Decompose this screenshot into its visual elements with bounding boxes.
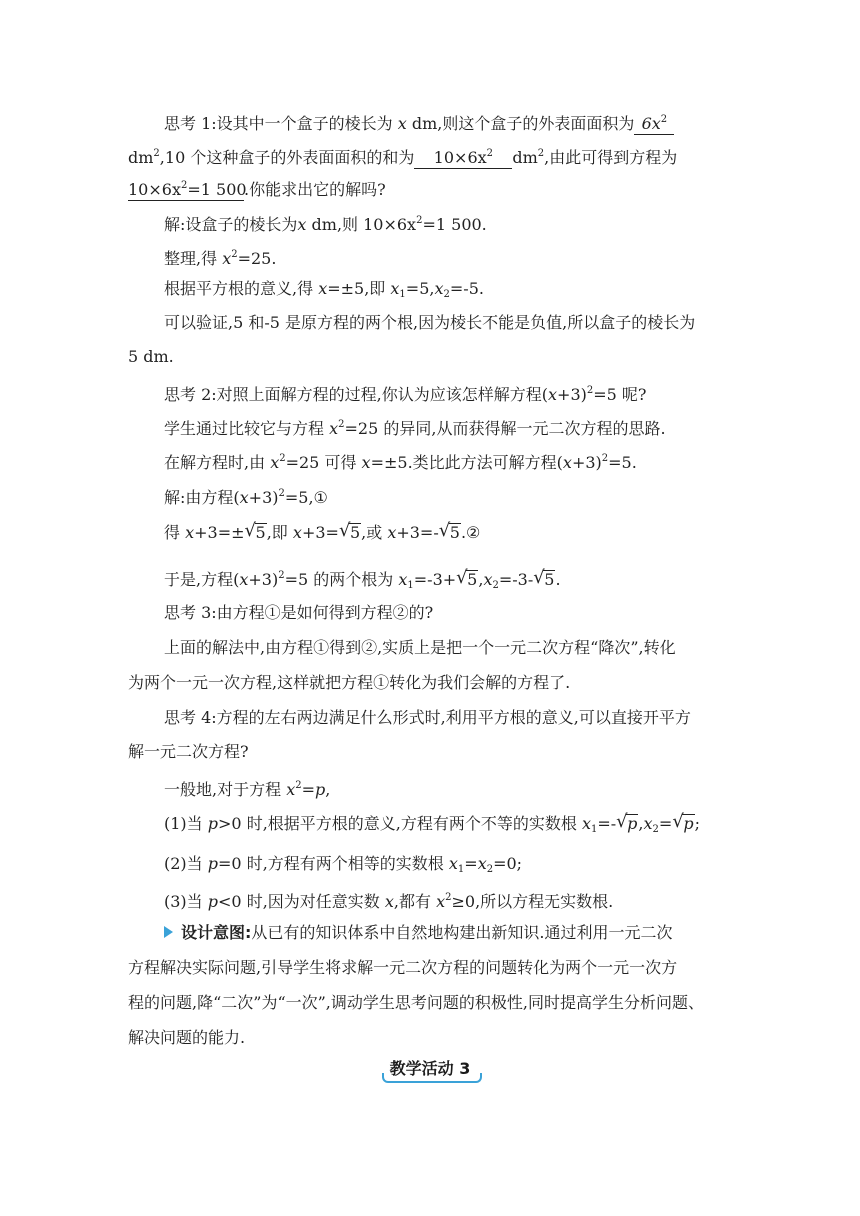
play-triangle-icon: [164, 926, 173, 938]
var: x: [397, 114, 407, 133]
think4-case3: (3)当 p<0 时,因为对任意实数 x,都有 $x^2\ge 0$,所以方程无实数根.: [164, 892, 614, 911]
text: 思考 1:设其中一个盒子的棱长为: [164, 114, 393, 133]
sqrt-symbol: √ 5: [244, 520, 266, 542]
think4-question-line2: 解一元二次方程?: [128, 742, 249, 761]
design-intent-line2: 方程解决实际问题,引导学生将求解一元二次方程的问题转化为两个一元一次方: [128, 958, 678, 977]
design-intent-line4: 解决问题的能力.: [128, 1028, 246, 1047]
solution1-line5: 5 dm.: [128, 347, 174, 366]
think3-question: 思考 3:由方程①是如何得到方程②的?: [164, 603, 434, 622]
design-intent-line1: 设计意图:从已有的知识体系中自然地构建出新知识.通过利用一元二次: [164, 922, 673, 944]
think2-line1: 学生通过比较它与方程 $x^2=25$ 的异同,从而获得解一元二次方程的思路.: [164, 419, 666, 438]
think1-line1: [164, 110, 674, 135]
design-intent-line3: 程的问题,降“二次”为“一次”,调动学生思考问题的积极性,同时提高学生分析问题、: [128, 993, 704, 1012]
think3-line1: 上面的解法中,由方程①得到②,实质上是把一个一元二次方程“降次”,转化: [164, 638, 676, 657]
sqrt-symbol: √ 5: [456, 567, 478, 589]
text: dm,则这个盒子的外表面面积为: [406, 114, 635, 133]
blank-answer-3: $10\times 6x^2=1$ 500: [128, 176, 244, 201]
sqrt-symbol: √ p: [616, 811, 638, 833]
solution1-line3: 根据平方根的意义,得 x=±5,即 $x_1=5,x_2=-5$.: [164, 279, 484, 300]
think4-case2: (2)当 p=0 时,方程有两个相等的实数根 $x_1=x_2=0$;: [164, 854, 523, 875]
think1-line2: $dm^2,10$ 个这种盒子的外表面面积的和为 $10\times 6x^2$ $dm^2$,由此可得到方程为: [128, 143, 677, 169]
think4-question-line1: 思考 4:方程的左右两边满足什么形式时,利用平方根的意义,可以直接开平方: [164, 708, 691, 727]
think4-general: 一般地,对于方程 $x^2=p$,: [164, 780, 331, 799]
design-intent-label: 设计意图:: [181, 923, 252, 942]
think2-line2: 在解方程时,由 $x^2=25$ 可得 x=±5.类比此方法可解方程$(x+3)^2=5$.: [164, 453, 637, 472]
think2-line5: 于是,方程$(x+3)^2=5$ 的两个根为 $x_1=-3+$ √ $5,x_2=-3-$ √ 5.: [164, 567, 561, 591]
think4-case1: (1)当 p>0 时,根据平方根的意义,方程有两个不等的实数根 $x_1=-$ √ $p,x_2=$ √ p;: [164, 811, 700, 835]
think2-line3: 解:由方程$(x+3)^2=5,①$: [164, 488, 328, 507]
sqrt-symbol: √ 5: [338, 520, 361, 542]
sqrt-symbol: √ p: [672, 811, 694, 833]
sqrt-symbol: √ 5: [438, 520, 460, 542]
think1-line3: $10\times 6x^2=1$ 500.你能求出它的解吗?: [128, 176, 386, 201]
blank-answer-1: $6x^2$: [634, 110, 674, 135]
think3-line2: 为两个一元一次方程,这样就把方程①转化为我们会解的方程了.: [128, 673, 571, 692]
section-title-text: 教学活动 3: [389, 1059, 471, 1078]
think2-line4: 得 x+3=± √ 5,即 x+3= √ 5,或 x+3=- √ 5.②: [164, 520, 481, 542]
solution1-line1: 解:设盒子的棱长为x dm,则 $10\times 6x^2=1$ 500.: [164, 215, 487, 234]
sqrt-symbol: √ 5: [533, 567, 555, 589]
think2-question: 思考 2:对照上面解方程的过程,你认为应该怎样解方程$(x+3)^2=5$ 呢?: [164, 385, 647, 404]
solution1-line2: 整理,得 $x^2=25$.: [164, 249, 277, 268]
blank-answer-2: $10\times 6x^2$: [414, 144, 512, 169]
title-underline-decoration: [382, 1073, 482, 1083]
section-title: [382, 1057, 478, 1083]
solution1-line4: 可以验证,5 和-5 是原方程的两个根,因为棱长不能是负值,所以盒子的棱长为: [164, 313, 696, 332]
